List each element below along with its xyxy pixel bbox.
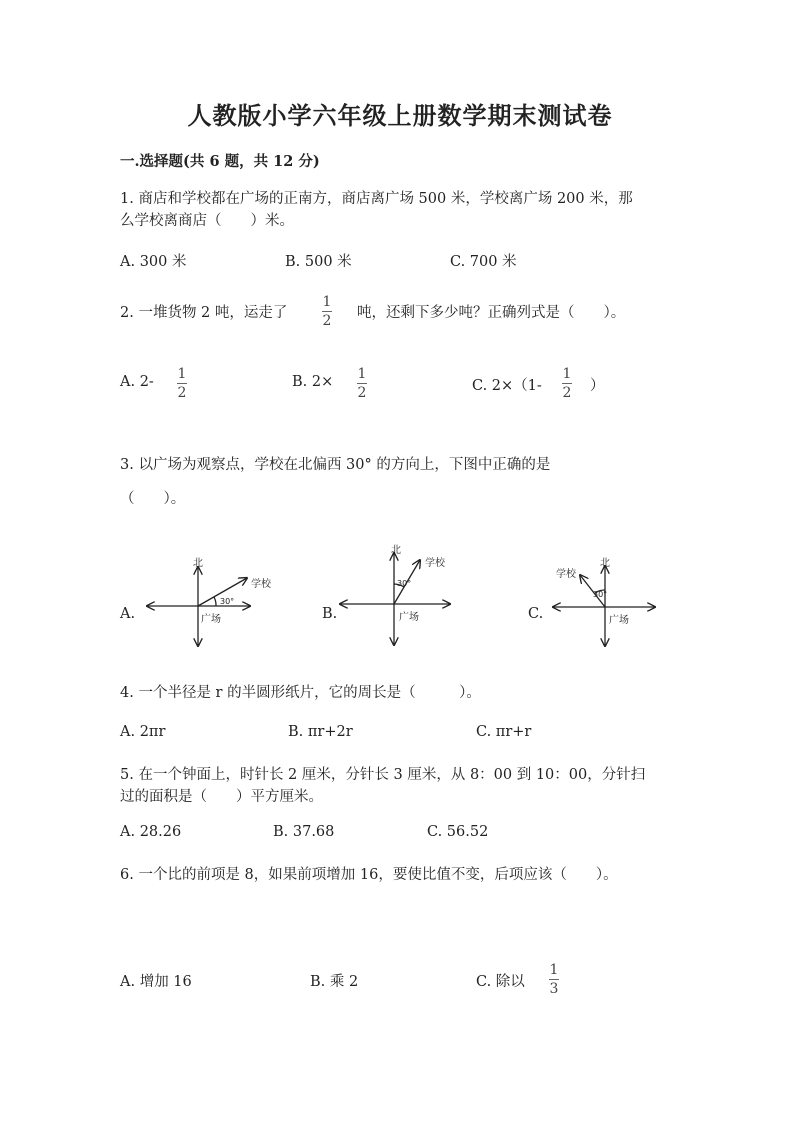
question-2-prefix: 2. 一堆货物 2 吨，运走了: [120, 305, 288, 321]
q1-option-a[interactable]: A. 300 米: [120, 254, 187, 270]
q3-option-b[interactable]: B.: [322, 606, 338, 622]
fraction-numerator: 1: [562, 366, 572, 382]
angle-label-a: 30°: [220, 597, 235, 606]
question-5-line1: 5. 在一个钟面上，时针长 2 厘米，分针长 3 厘米，从 8：00 到 10：00，分针扫: [120, 767, 646, 783]
section-heading: 一.选择题(共 6 题，共 12 分): [120, 153, 320, 170]
q5-option-a[interactable]: A. 28.26: [120, 824, 182, 840]
question-2-suffix: 吨，还剩下多少吨？正确列式是（ ）。: [357, 305, 626, 321]
q2-option-b[interactable]: B. 2×: [292, 374, 334, 390]
fraction-denominator: 2: [357, 385, 367, 401]
q3-option-a[interactable]: A.: [120, 606, 136, 622]
fraction-denominator: 2: [562, 385, 572, 401]
angle-label-b: 30°: [397, 579, 412, 588]
q3-option-c[interactable]: C.: [528, 606, 544, 622]
fraction-denominator: 3: [549, 981, 559, 997]
question-3-line2: （ ）。: [120, 491, 186, 507]
q6-option-a[interactable]: A. 增加 16: [120, 974, 192, 990]
q1-option-b[interactable]: B. 500 米: [285, 254, 352, 270]
fraction-numerator: 1: [549, 962, 559, 978]
square-label-c: 广场: [609, 615, 629, 626]
q4-option-b[interactable]: B. πr+2r: [288, 724, 353, 740]
q5-option-c[interactable]: C. 56.52: [427, 824, 489, 840]
q4-option-c[interactable]: C. πr+r: [476, 724, 532, 740]
question-1-line2: 么学校离商店（ ）米。: [120, 213, 294, 229]
q5-option-b[interactable]: B. 37.68: [273, 824, 335, 840]
q2-option-c-close: ）: [590, 378, 605, 394]
fraction-denominator: 2: [322, 313, 332, 329]
school-label-a: 学校: [251, 579, 271, 590]
compass-diagram-a: [147, 567, 250, 646]
page-title: 人教版小学六年级上册数学期末测试卷: [187, 101, 613, 130]
question-1-line1: 1. 商店和学校都在广场的正南方，商店离广场 500 米，学校离广场 200 米，那: [120, 191, 633, 207]
school-label-b: 学校: [425, 558, 445, 569]
question-5-line2: 过的面积是（ ）平方厘米。: [120, 789, 323, 805]
north-label-b: 北: [391, 545, 401, 556]
school-label-c: 学校: [556, 569, 576, 580]
fraction-numerator: 1: [177, 366, 187, 382]
fraction-numerator: 1: [357, 366, 367, 382]
q2-option-a[interactable]: A. 2-: [120, 374, 154, 390]
q6-option-b[interactable]: B. 乘 2: [310, 974, 359, 990]
north-label-a: 北: [193, 558, 203, 569]
question-6: 6. 一个比的前项是 8，如果前项增加 16，要使比值不变，后项应该（ ）。: [120, 867, 618, 883]
question-3-line1: 3. 以广场为观察点，学校在北偏西 30° 的方向上，下图中正确的是: [120, 457, 551, 473]
square-label-b: 广场: [399, 612, 419, 623]
q6-option-c-fraction: [549, 962, 559, 997]
question-5: [120, 764, 645, 808]
q1-option-c[interactable]: C. 700 米: [450, 254, 517, 270]
square-label-a: 广场: [201, 614, 221, 625]
north-label-c: 北: [600, 558, 610, 569]
q6-option-c[interactable]: C. 除以: [476, 974, 525, 990]
question-4: 4. 一个半径是 r 的半圆形纸片，它的周长是（ ）。: [120, 685, 481, 701]
fraction-numerator: 1: [322, 294, 332, 310]
fraction-denominator: 2: [177, 385, 187, 401]
angle-label-c: 30°: [593, 590, 608, 599]
q4-option-a[interactable]: A. 2πr: [120, 724, 166, 740]
q2-option-c[interactable]: C. 2×（1-: [472, 378, 542, 394]
